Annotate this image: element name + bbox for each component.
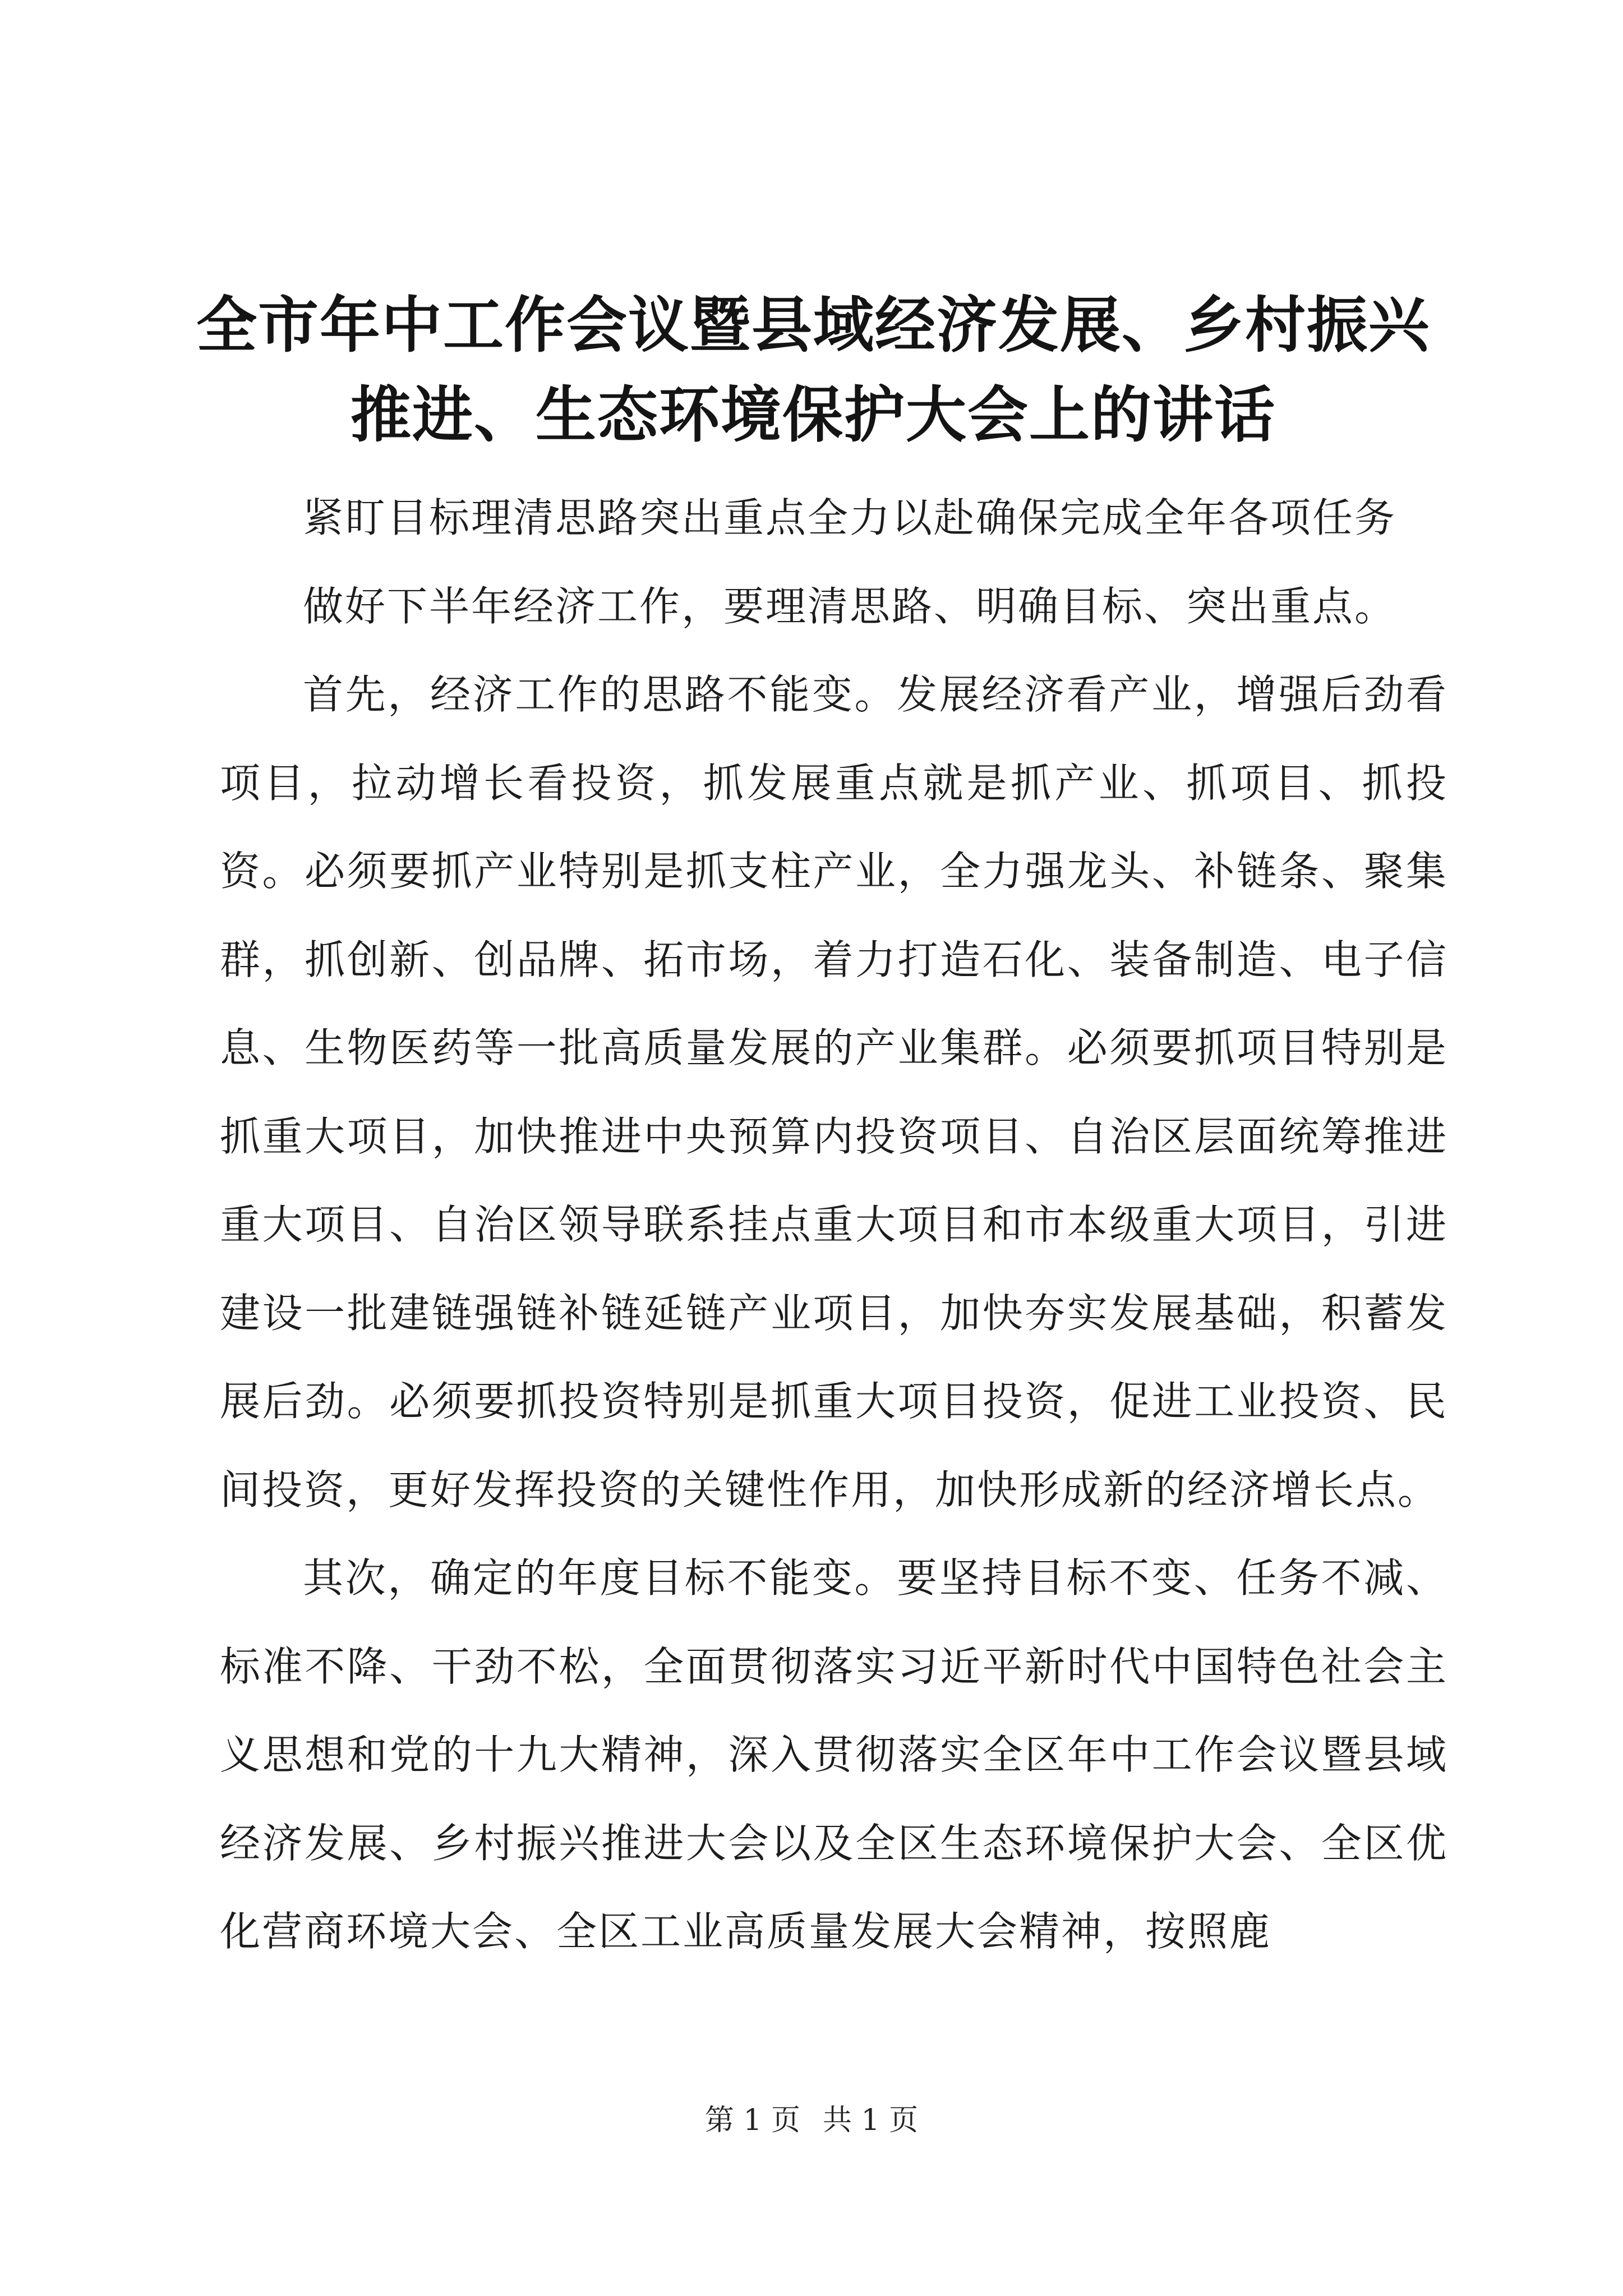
- page-number: 第 1 页: [704, 2104, 800, 2137]
- body-paragraph: 其次，确定的年度目标不能变。要坚持目标不变、任务不减、标准不降、干劲不松，全面贯彻落实习近平新时代中国特色社会主义思想和党的十九大精神，深入贯彻落实全区年中工作会议暨县域经济发展、乡村振兴推进大会以及全区生态环境保护大会、全区优化营商环境大会、全区工业高质量发展大会精神，按照鹿: [220, 1554, 1448, 1955]
- body-paragraph: 首先，经济工作的思路不能变。发展经济看产业，增强后劲看项目，拉动增长看投资，抓发展重点就是抓产业、抓项目、抓投资。必须要抓产业特别是抓支柱产业，全力强龙头、补链条、聚集群，抓创新、创品牌、拓市场，着力打造石化、装备制造、电子信息、生物医药等一批高质量发展的产业集群。必须要抓项目特别是抓重大项目，加快推进中央预算内投资项目、自治区层面统筹推进重大项目、自治区领导联系挂点重大项目和市本级重大项目，引进建设一批建链强链补链延链产业项目，加快夯实发展基础，积蓄发展后劲。必须要抓投资特别是抓重大项目投资，促进工业投资、民间投资，更好发挥投资的关键性作用，加快形成新的经济增长点。: [220, 671, 1448, 1513]
- page-footer: [0, 2101, 1623, 2140]
- subtitle-paragraph: 紧盯目标理清思路突出重点全力以赴确保完成全年各项任务: [303, 494, 1397, 541]
- document-title: [185, 280, 1441, 460]
- body-paragraph: 做好下半年经济工作，要理清思路、明确目标、突出重点。: [303, 582, 1397, 630]
- document-title-line-1: 全市年中工作会议暨县域经济发展、乡村振兴: [196, 290, 1430, 361]
- page-total: 共 1 页: [823, 2104, 919, 2137]
- document-body: [220, 474, 1448, 1976]
- document-title-line-2: 推进、生态环境保护大会上的讲话: [350, 380, 1276, 450]
